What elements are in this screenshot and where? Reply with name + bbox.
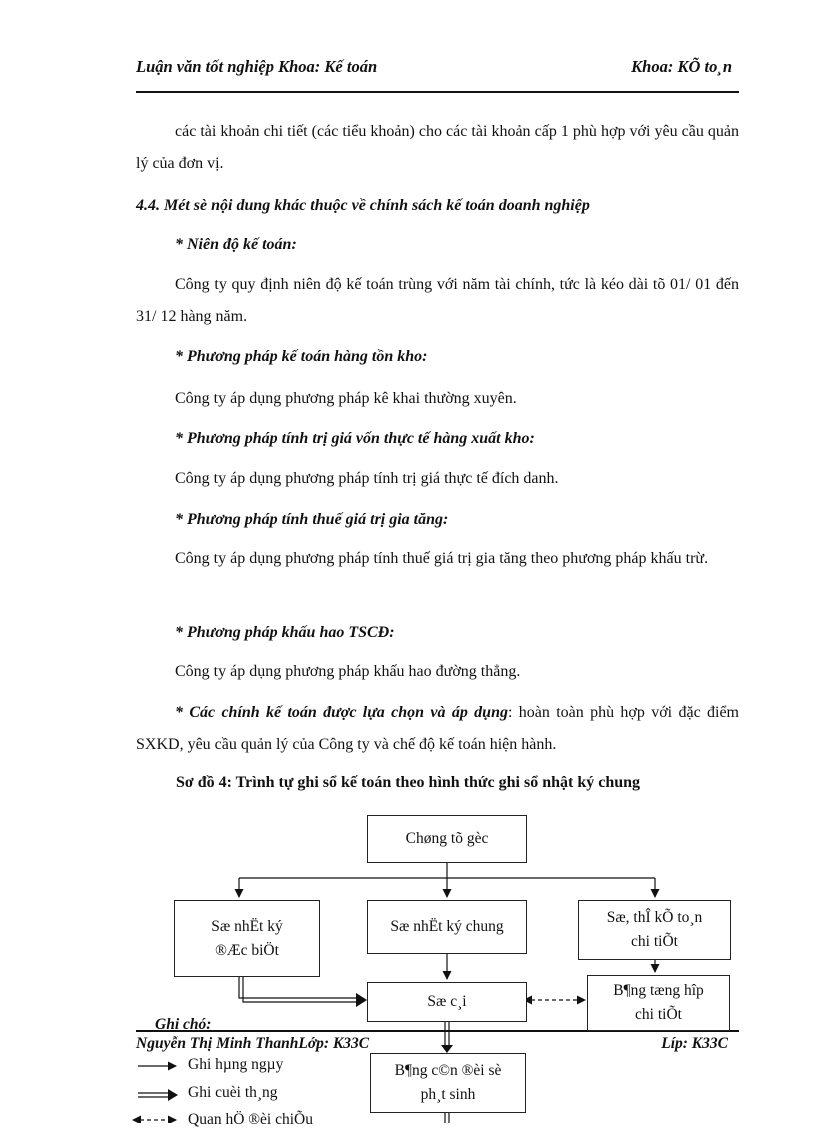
source-documents-box: Chøng tõ gèc <box>367 815 527 863</box>
legend-title: Ghi chó: <box>155 1016 212 1033</box>
legend-check: Quan hÖ ®èi chiÕu <box>188 1111 313 1128</box>
paragraph-inventory-method: Công ty áp dụng phương pháp kê khai thường xuyên. <box>175 390 517 407</box>
policies-label: * Các chính kế toán được lựa chọn và áp dụng <box>175 704 508 721</box>
heading-depreciation: * Phương pháp khấu hao TSCĐ: <box>175 624 395 641</box>
paragraph-cost-method: Công ty áp dụng phương pháp tính trị giá thực tế đích danh. <box>175 470 559 487</box>
paragraph-vat-method: Công ty áp dụng phương pháp tính thuế giá trị gia tăng theo phương pháp khấu trừ. <box>175 550 709 567</box>
footer-left: Nguyễn Thị Minh ThanhLớp: K33C <box>136 1035 370 1052</box>
special-journal-line-2: ®Æc biÖt <box>215 941 279 959</box>
legend-daily: Ghi hµng ngµy <box>188 1056 284 1073</box>
header-left: Luận văn tốt nghiệp Khoa: Kế toán <box>136 57 378 76</box>
summary-line-2: chi tiÕt <box>635 1006 682 1023</box>
trial-balance-box <box>370 1053 526 1113</box>
heading-inventory-method: * Phương pháp kế toán hàng tồn kho: <box>175 348 428 365</box>
trial-balance-line-1: B¶ng c©n ®èi sè <box>394 1062 502 1079</box>
footer-right: Líp: K33C <box>661 1035 728 1052</box>
heading-cost-method: * Phương pháp tính trị giá vốn thực tế hàng xuất kho: <box>175 430 535 447</box>
detail-book-box <box>578 900 731 960</box>
summary-detail-box <box>587 975 730 1031</box>
detail-book-line-2: chi tiÕt <box>631 933 678 950</box>
ledger-box: Sæ c¸i <box>367 982 527 1022</box>
trial-balance-line-2: ph¸t sinh <box>420 1086 476 1103</box>
paragraph-account-details: các tài khoản chi tiết (các tiểu khoản) cho các tài khoản cấp 1 phù hợp với yêu cầu quản lý của đơn vị. <box>136 123 739 172</box>
general-journal-box: Sæ nhËt ký chung <box>367 900 527 954</box>
legend-monthly: Ghi cuèi th¸ng <box>188 1084 278 1101</box>
detail-book-line-1: Sæ, thÎ kÕ to¸n <box>606 909 703 926</box>
diagram-caption: Sơ đồ 4: Trình tự ghi sổ kế toán theo hình thức ghi sổ nhật ký chung <box>175 774 641 791</box>
special-journal-box <box>174 900 320 977</box>
summary-line-1: B¶ng tæng hîp <box>613 982 704 999</box>
header-right: Khoa: KÕ to¸n <box>631 57 732 76</box>
section-title: 4.4. Mét sè nội dung khác thuộc về chính sách kế toán doanh nghiệp <box>136 197 590 214</box>
heading-vat-method: * Phương pháp tính thuế giá trị gia tăng: <box>175 511 449 528</box>
heading-fiscal-year: * Niên độ kế toán: <box>175 236 297 253</box>
special-journal-line-1: Sæ nhËt ký <box>211 917 283 935</box>
paragraph-depreciation: Công ty áp dụng phương pháp khấu hao đường thẳng. <box>175 663 521 680</box>
policies-text: : hoàn toàn phù hợp với đặc điểm SXKD, yêu cầu quản lý của Công ty và chế độ kế toán hiện hành. <box>136 704 740 753</box>
paragraph-fiscal-year: Công ty quy định niên độ kế toán trùng với năm tài chính, tức là kéo dài tõ 01/ 01 đến 31/ 12 hàng năm. <box>136 276 739 325</box>
